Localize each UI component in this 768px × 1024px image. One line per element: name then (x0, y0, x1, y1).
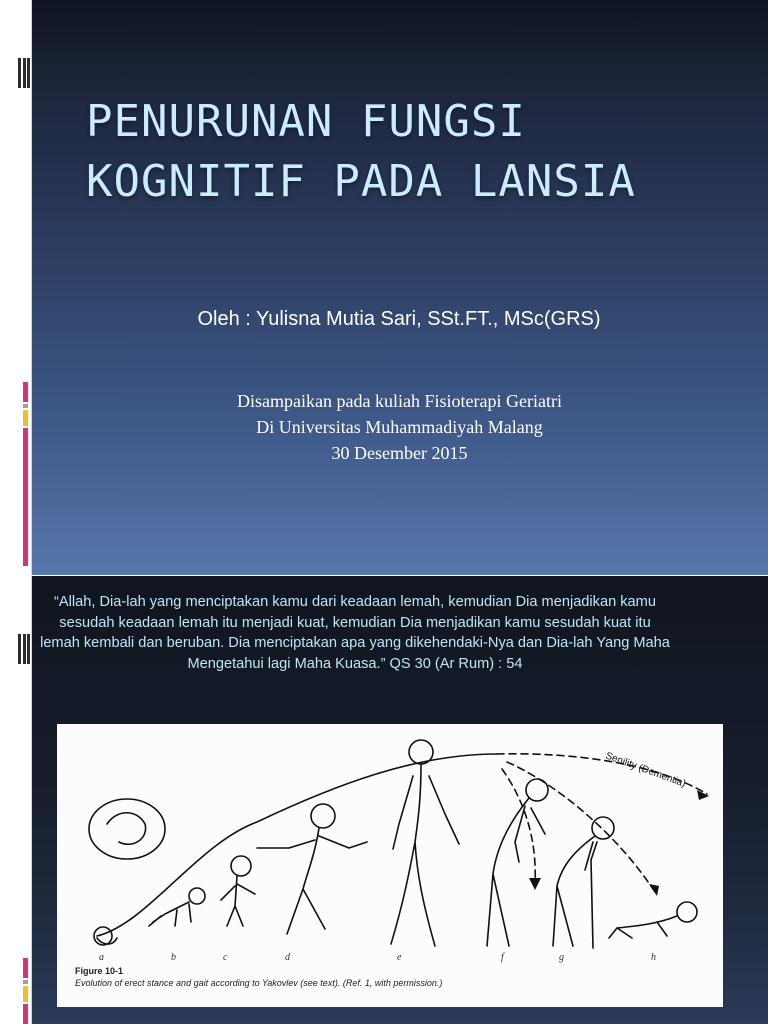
stage-letter-e: e (397, 952, 402, 963)
figure-description: Evolution of erect stance and gait according to Yakovlev (see text). (Ref. 1, with permission.) (75, 978, 443, 988)
title-line-2: KOGNITIF PADA LANSIA (86, 156, 636, 207)
accent-bar-yellow (23, 410, 28, 426)
delivery-date: 30 Desember 2015 (331, 443, 468, 463)
stage-letter-c: c (223, 952, 228, 963)
accent-bar-gray (23, 980, 28, 984)
accent-bar-pink (23, 958, 28, 978)
barcode-icon (18, 58, 30, 88)
stage-letter-b: b (171, 952, 176, 963)
accent-bar-pink-long (23, 428, 28, 566)
senility-label: Senility (Dementia) (603, 750, 688, 790)
quote-slide (0, 576, 768, 1024)
stage-letter-g: g (559, 952, 564, 963)
stage-letter-a: a (99, 952, 104, 963)
accent-bar-gray (23, 404, 28, 408)
accent-bar-pink (23, 382, 28, 402)
figure-number: Figure 10-1 (75, 966, 124, 976)
delivery-info (31, 388, 768, 466)
figure-caption (75, 965, 442, 989)
stage-letter-d: d (285, 952, 290, 963)
evolution-figure (57, 724, 723, 1007)
delivery-line-1: Disampaikan pada kuliah Fisioterapi Geriatri (237, 391, 562, 411)
stage-letter-f: f (501, 952, 504, 963)
delivery-line-2: Di Universitas Muhammadiyah Malang (256, 417, 543, 437)
author-line: Oleh : Yulisna Mutia Sari, SSt.FT., MSc(GRS) (197, 308, 601, 330)
slide-title (86, 92, 636, 212)
accent-bar-pink-long (23, 1004, 28, 1024)
accent-bar-yellow (23, 986, 28, 1002)
title-line-1: PENURUNAN FUNGSI (86, 96, 526, 147)
quran-quote: “Allah, Dia-lah yang menciptakan kamu dari keadaan lemah, kemudian Dia menjadikan kamu sesudah keadaan lemah itu menjadi kuat, kemudian Dia menjadikan kamu sesudah kuat itu lemah kembali dan beruban. Dia menciptakan apa yang dikehendaki-Nya dan Dia-lah Yang Maha Mengetahui lagi Maha Kuasa.” QS 30 (Ar Rum) : 54 (40, 594, 670, 672)
barcode-icon (18, 634, 30, 664)
stage-letter-h: h (651, 952, 656, 963)
